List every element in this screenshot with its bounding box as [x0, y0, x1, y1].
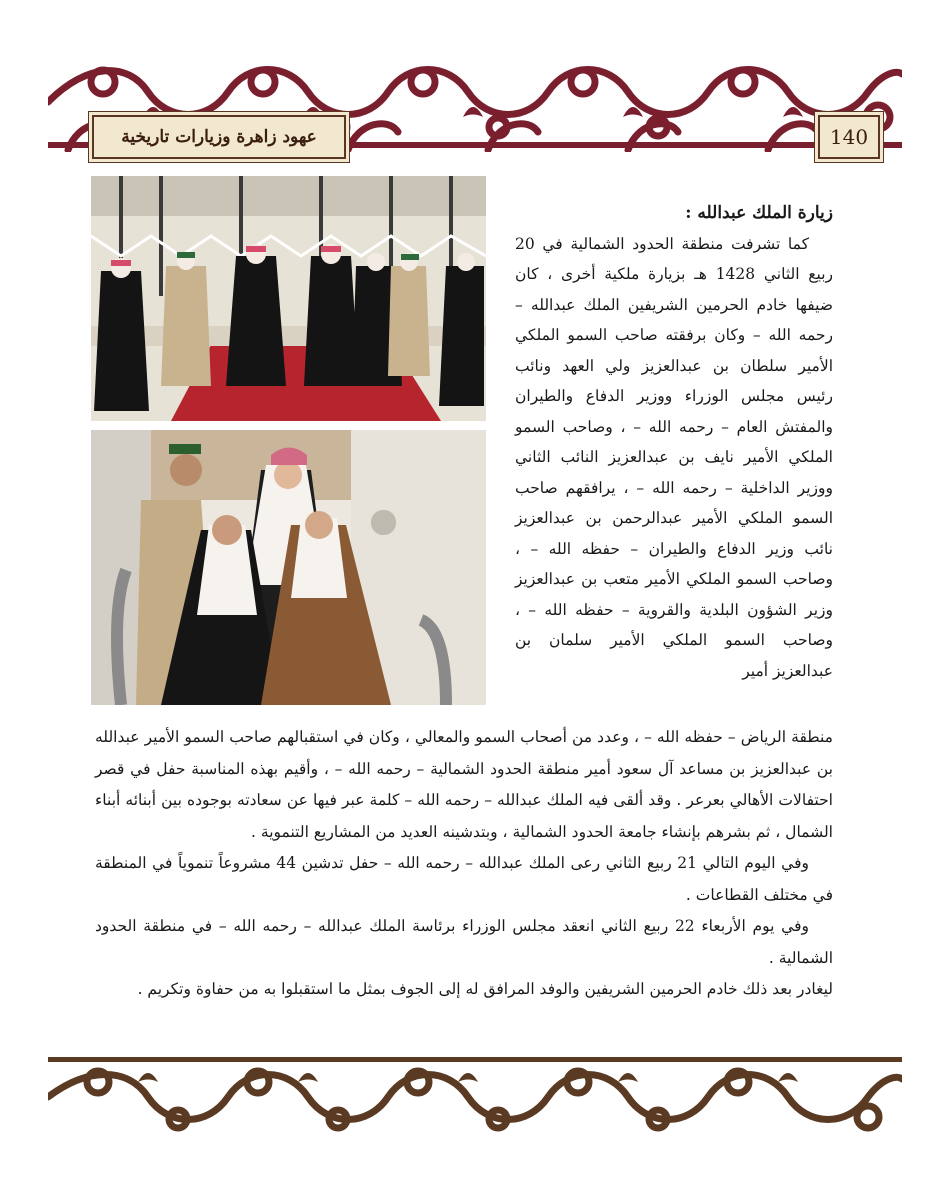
article-lower-column	[95, 722, 833, 1006]
article-upper-column	[515, 198, 833, 686]
article-paragraph: وفي اليوم التالي 21 ربيع الثاني رعى الملك عبدالله – رحمه الله – حفل تدشين 44 مشروعاً تنموياً في المنطقة في مختلف القطاعات .	[95, 854, 833, 904]
photo-procession	[91, 176, 486, 421]
arabesque-ornament-bottom	[48, 1057, 902, 1135]
article-heading: زيارة الملك عبدالله :	[685, 203, 833, 223]
article-paragraph: ليغادر بعد ذلك خادم الحرمين الشريفين والوفد المرافق له إلى الجوف بمثل ما استقبلوا به من حفاوة وتكريم .	[137, 980, 833, 998]
running-title: عهود زاهرة وزيارات تاريخية	[92, 115, 346, 159]
photo-escalator-arrival	[91, 430, 486, 705]
article-paragraph: كما تشرفت منطقة الحدود الشمالية في 20 ربيع الثاني 1428 هـ بزيارة ملكية أخرى ، كان ضيفها خادم الحرمين الشريفين الملك عبدالله – رحمه الله – وكان برفقته صاحب السمو الملكي الأمير سلطان بن عبدالعزيز ولي العهد ونائب رئيس مجلس الوزراء ووزير الدفاع والطيران والمفتش العام – رحمه الله – ، وصاحب السمو الملكي الأمير نايف بن عبدالعزيز النائب الثاني ووزير الداخلية – رحمه الله – ، يرافقهم صاحب السمو الملكي الأمير عبدالرحمن بن عبدالعزيز نائب وزير الدفاع والطيران – حفظه الله – ، وصاحب السمو الملكي الأمير متعب بن عبدالعزيز وزير الشؤون البلدية والقروية – حفظه الله – ، وصاحب السمو الملكي الأمير سلمان بن عبدالعزيز أمير	[515, 234, 833, 680]
article-paragraph: وفي يوم الأربعاء 22 ربيع الثاني انعقد مجلس الوزراء برئاسة الملك عبدالله – رحمه الله – في منطقة الحدود الشمالية .	[95, 917, 833, 967]
page-number: 140	[818, 115, 880, 159]
bottom-ornament-band	[48, 1057, 902, 1135]
article-paragraph: منطقة الرياض – حفظه الله – ، وعدد من أصحاب السمو والمعالي ، وكان في استقبالهم صاحب السمو الأمير عبدالله بن عبدالعزيز بن مساعد آل سعود أمير منطقة الحدود الشمالية – رحمه الله – ، وأقيم بهذه المناسبة حفل في قصر احتفالات الأهالي بعرعر . وقد ألقى فيه الملك عبدالله – رحمه الله – كلمة عبر فيها عن سعادته بوجوده بين أبنائه أبناء الشمال ، ثم بشرهم بإنشاء جامعة الحدود الشمالية ، وبتدشينه العديد من المشاريع التنموية .	[95, 728, 833, 841]
